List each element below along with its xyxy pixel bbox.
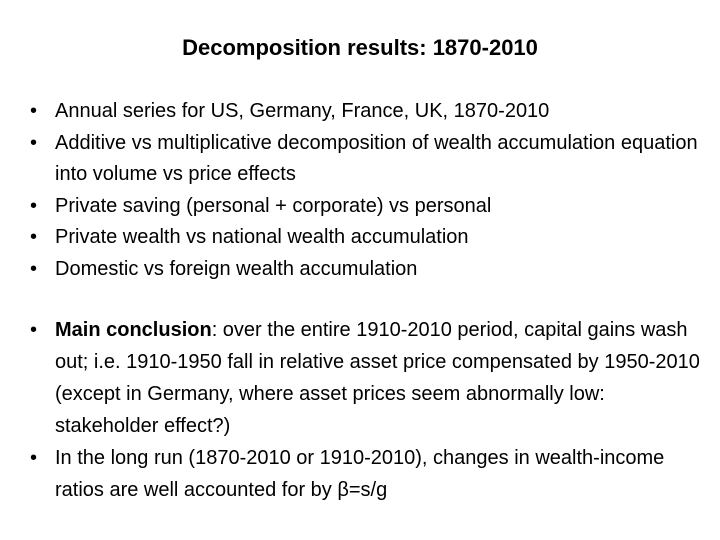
bullet-icon: • xyxy=(30,447,38,469)
bullet-icon: • xyxy=(30,257,38,280)
main-conclusion-label: Main conclusion xyxy=(55,319,212,341)
bullet-icon: • xyxy=(30,194,38,217)
slide-title: Decomposition results: 1870-2010 xyxy=(182,35,538,60)
bullet-icon: • xyxy=(30,319,38,341)
bullet-text: In the long run (1870-2010 or 1910-2010), changes in wealth-income ratios are well accounted for by β=s/g xyxy=(55,447,665,501)
bullet-text: Private saving (personal + corporate) vs personal xyxy=(55,194,492,217)
list-item xyxy=(30,128,700,191)
bullet-list-conclusions xyxy=(30,314,700,506)
list-item xyxy=(30,191,700,223)
bullet-text: Private wealth vs national wealth accumulation xyxy=(55,226,469,248)
list-item xyxy=(30,442,700,506)
bullet-text: Additive vs multiplicative decomposition of wealth accumulation equation into volume vs price effects xyxy=(55,131,698,185)
list-item xyxy=(30,314,700,442)
list-item xyxy=(30,96,700,128)
list-item xyxy=(30,254,700,286)
bullet-list-methods xyxy=(30,96,700,285)
bullet-icon: • xyxy=(30,226,38,248)
bullet-icon: • xyxy=(30,131,38,154)
list-item xyxy=(30,222,700,254)
bullet-icon: • xyxy=(30,100,38,122)
bullet-text: Annual series for US, Germany, France, UK, 1870-2010 xyxy=(55,100,550,122)
bullet-text: Domestic vs foreign wealth accumulation xyxy=(55,257,418,280)
bullet-text: : over the entire 1910-2010 period, capital gains wash out; i.e. 1910-1950 fall in relative asset price compensated by 1950-2010 (except in Germany, where asset prices seem abnormally low: stakeholder effect?) xyxy=(55,319,700,437)
